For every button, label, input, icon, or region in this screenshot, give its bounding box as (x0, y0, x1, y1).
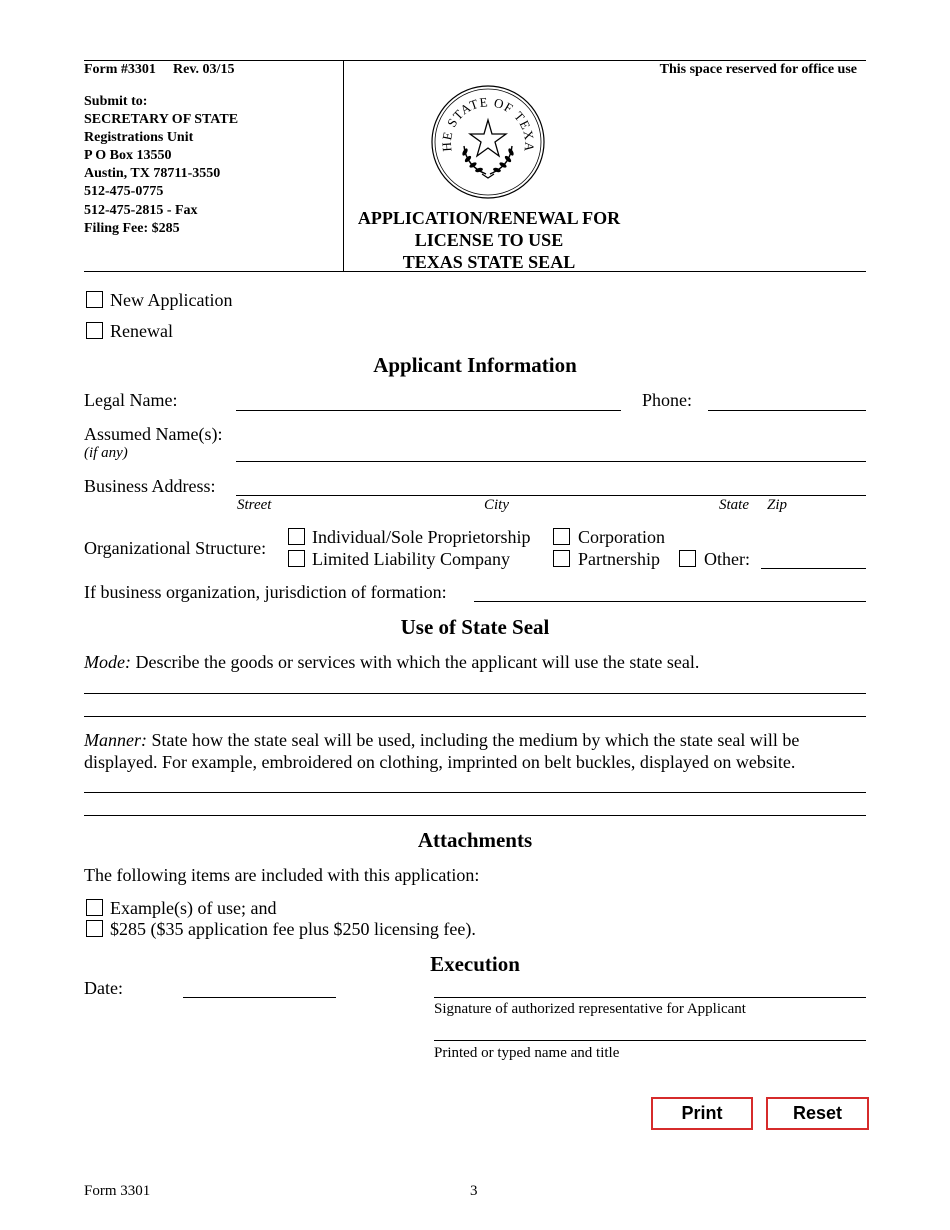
footer-form-label: Form 3301 (84, 1183, 151, 1199)
jurisdiction-field[interactable] (474, 601, 866, 602)
manner-text-1: State how the state seal will be used, including the medium by which the state seal will be (146, 730, 800, 750)
llc-checkbox[interactable] (288, 550, 305, 567)
new-application-checkbox[interactable] (86, 291, 103, 308)
address-line: 512-475-0775 (84, 184, 164, 199)
address-zip-caption: Zip (767, 497, 788, 513)
other-label: Other: (704, 549, 750, 569)
legal-name-field[interactable] (236, 410, 621, 411)
legal-name-label: Legal Name: (84, 390, 178, 410)
mode-instruction (84, 651, 699, 673)
date-field[interactable] (183, 997, 336, 998)
page-number: 3 (470, 1183, 478, 1199)
address-street-caption: Street (237, 497, 272, 513)
mode-label: Mode: (84, 652, 131, 672)
form-number: Form #3301 (84, 62, 156, 77)
address-line: Registrations Unit (84, 130, 194, 145)
manner-instruction (84, 729, 799, 773)
assumed-name-label: Assumed Name(s): (84, 424, 223, 444)
printed-name-field[interactable] (434, 1040, 866, 1041)
form-revision: Rev. 03/15 (173, 62, 235, 77)
other-field[interactable] (761, 568, 866, 569)
signature-caption: Signature of authorized representative for Applicant (434, 1001, 746, 1017)
address-state-caption: State (719, 497, 749, 513)
address-line: Austin, TX 78711-3550 (84, 166, 221, 181)
address-line: P O Box 13550 (84, 148, 172, 163)
assumed-name-field[interactable] (236, 461, 866, 462)
address-city-caption: City (484, 497, 509, 513)
title-line: APPLICATION/RENEWAL FOR (357, 208, 621, 228)
manner-line-1 (84, 729, 799, 751)
submit-address (84, 111, 238, 238)
other-checkbox[interactable] (679, 550, 696, 567)
reset-button[interactable]: Reset (766, 1097, 869, 1130)
fee-label: $285 ($35 application fee plus $250 licensing fee). (110, 919, 476, 939)
print-button[interactable]: Print (651, 1097, 753, 1130)
manner-field-line-1[interactable] (84, 792, 866, 793)
execution-heading: Execution (430, 952, 520, 976)
partnership-checkbox[interactable] (553, 550, 570, 567)
sole-proprietorship-label: Individual/Sole Proprietorship (312, 527, 531, 547)
phone-field[interactable] (708, 410, 866, 411)
business-address-label: Business Address: (84, 476, 216, 496)
date-label: Date: (84, 978, 123, 998)
fee-checkbox[interactable] (86, 920, 103, 937)
attachments-heading: Attachments (417, 828, 533, 852)
filing-fee: Filing Fee: $285 (84, 221, 180, 236)
title-line: TEXAS STATE SEAL (402, 252, 576, 272)
examples-label: Example(s) of use; and (110, 898, 277, 918)
seal-graphic (430, 84, 546, 200)
title-line: LICENSE TO USE (414, 230, 564, 250)
printed-name-caption: Printed or typed name and title (434, 1045, 620, 1061)
new-application-label: New Application (110, 290, 233, 310)
address-line: SECRETARY OF STATE (84, 112, 239, 127)
manner-line-2: displayed. For example, embroidered on clothing, imprinted on belt buckles, displayed on website. (84, 752, 796, 772)
corporation-label: Corporation (578, 527, 665, 547)
assumed-name-note: (if any) (84, 445, 128, 461)
address-line: 512-475-2815 - Fax (84, 203, 198, 218)
mode-text: Describe the goods or services with which the applicant will use the state seal. (130, 652, 700, 672)
org-structure-label: Organizational Structure: (84, 538, 267, 558)
llc-label: Limited Liability Company (312, 549, 510, 569)
seal-text: HE STATE OF TEXA (438, 94, 538, 154)
manner-field-line-2[interactable] (84, 815, 866, 816)
partnership-label: Partnership (578, 549, 660, 569)
attachments-intro: The following items are included with this application: (84, 865, 480, 885)
texas-state-seal (430, 84, 546, 200)
applicant-heading: Applicant Information (373, 353, 577, 377)
renewal-checkbox[interactable] (86, 322, 103, 339)
use-of-seal-heading: Use of State Seal (400, 615, 550, 639)
business-address-field[interactable] (236, 495, 866, 496)
renewal-label: Renewal (110, 321, 173, 341)
jurisdiction-label: If business organization, jurisdiction of formation: (84, 582, 447, 602)
examples-checkbox[interactable] (86, 899, 103, 916)
corporation-checkbox[interactable] (553, 528, 570, 545)
sole-proprietorship-checkbox[interactable] (288, 528, 305, 545)
submit-to-label: Submit to: (84, 94, 148, 109)
mode-field-line-2[interactable] (84, 716, 866, 717)
phone-label: Phone: (642, 390, 693, 410)
form-title (343, 207, 635, 273)
office-use-note: This space reserved for office use (659, 62, 857, 77)
manner-label: Manner: (84, 730, 147, 750)
signature-field[interactable] (434, 997, 866, 998)
mode-field-line-1[interactable] (84, 693, 866, 694)
